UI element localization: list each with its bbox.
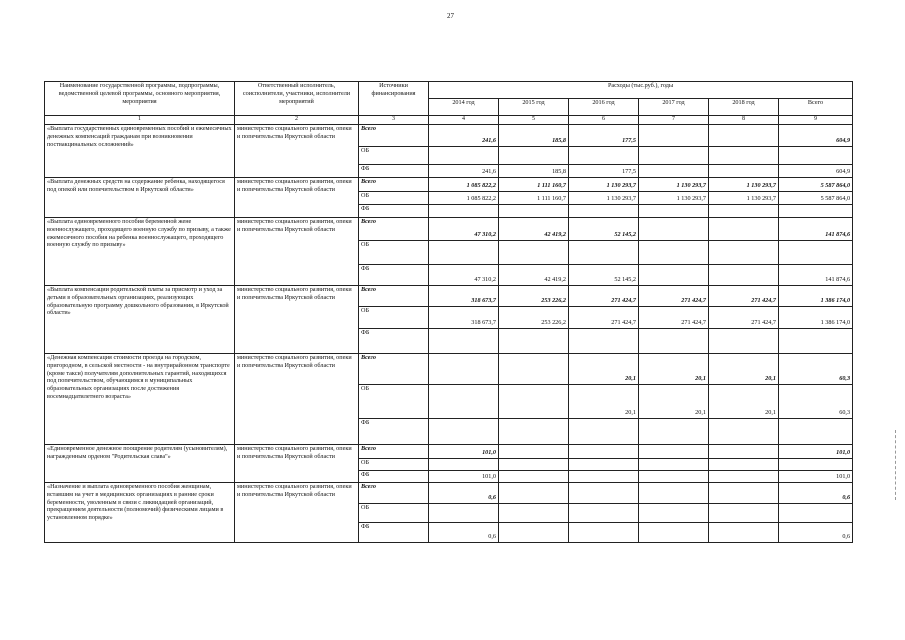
amount-cell	[779, 205, 853, 218]
amount-cell	[429, 385, 499, 419]
program-name: «Выплата государственных единовременных пособий и ежемесячных денежных компенсаций гражданам при возникновении поствакцинальных осложнений»	[45, 125, 235, 178]
amount-cell	[779, 459, 853, 471]
amount-cell: 318 673,7	[429, 286, 499, 307]
table-row	[45, 178, 853, 192]
amount-cell	[709, 471, 779, 483]
amount-cell: 271 424,7	[709, 286, 779, 307]
amount-cell: 60,3	[779, 385, 853, 419]
amount-cell: 101,0	[429, 445, 499, 459]
amount-cell: 1 130 293,7	[709, 192, 779, 205]
amount-cell: 604,9	[779, 125, 853, 147]
table-row	[45, 125, 853, 147]
funding-source: ОБ	[359, 192, 429, 205]
program-name: «Выплата денежных средств на содержание ребенка, находящегося под опекой или попечительством в Иркутской области»	[45, 178, 235, 218]
amount-cell: 0,6	[779, 523, 853, 543]
amount-cell: 42 419,2	[499, 265, 569, 286]
funding-source: ОБ	[359, 504, 429, 523]
column-number: 8	[709, 116, 779, 125]
amount-cell: 20,1	[639, 385, 709, 419]
amount-cell: 1 111 160,7	[499, 178, 569, 192]
amount-cell	[429, 419, 499, 445]
executor: министерство социального развития, опеки и попечительства Иркутской области	[235, 483, 359, 543]
amount-cell	[709, 125, 779, 147]
amount-cell	[709, 147, 779, 165]
amount-cell	[499, 459, 569, 471]
funding-source: ФБ	[359, 471, 429, 483]
header-name: Наименование государственной программы, подпрограммы, ведомственной целевой программы, основного мероприятия, мероприятия	[45, 82, 235, 116]
amount-cell: 0,6	[429, 523, 499, 543]
amount-cell	[709, 483, 779, 504]
column-number: 2	[235, 116, 359, 125]
amount-cell	[569, 241, 639, 265]
funding-source: ОБ	[359, 459, 429, 471]
amount-cell	[709, 523, 779, 543]
amount-cell	[779, 241, 853, 265]
amount-cell	[499, 523, 569, 543]
executor: министерство социального развития, опеки и попечительства Иркутской области	[235, 354, 359, 445]
amount-cell	[639, 165, 709, 178]
column-number: 6	[569, 116, 639, 125]
amount-cell	[569, 471, 639, 483]
amount-cell	[709, 241, 779, 265]
amount-cell: 1 130 293,7	[569, 178, 639, 192]
amount-cell	[779, 147, 853, 165]
program-name: «Денежная компенсация стоимости проезда на городском, пригородном, в сельской местности - на внутрирайонном транспорте (кроме такси) получателям дополнительных гарантий, находящихся под попечительством, обучающимся в муниципальных образовательных организациях после достижения восемнадцатилетнего возраста»	[45, 354, 235, 445]
funding-source: Всего	[359, 125, 429, 147]
program-name: «Единовременное денежное поощрение родителям (усыновителям), награжденным орденом "Родительская слава"»	[45, 445, 235, 483]
executor: министерство социального развития, опеки и попечительства Иркутской области	[235, 445, 359, 483]
amount-cell	[429, 459, 499, 471]
amount-cell: 1 130 293,7	[639, 192, 709, 205]
amount-cell	[569, 523, 639, 543]
amount-cell	[429, 504, 499, 523]
amount-cell: 101,0	[779, 445, 853, 459]
amount-cell	[499, 329, 569, 354]
amount-cell	[499, 504, 569, 523]
amount-cell	[639, 504, 709, 523]
header-total: Всего	[779, 99, 853, 116]
amount-cell	[429, 205, 499, 218]
amount-cell	[569, 504, 639, 523]
amount-cell: 20,1	[709, 385, 779, 419]
amount-cell	[709, 504, 779, 523]
amount-cell	[429, 354, 499, 385]
amount-cell: 271 424,7	[639, 286, 709, 307]
amount-cell: 52 145,2	[569, 265, 639, 286]
amount-cell: 1 130 293,7	[569, 192, 639, 205]
amount-cell: 185,8	[499, 165, 569, 178]
amount-cell: 318 673,7	[429, 307, 499, 329]
table-row	[45, 445, 853, 459]
amount-cell	[499, 483, 569, 504]
column-number: 1	[45, 116, 235, 125]
amount-cell	[569, 483, 639, 504]
amount-cell	[709, 419, 779, 445]
amount-cell: 20,1	[569, 385, 639, 419]
amount-cell	[429, 329, 499, 354]
amount-cell: 1 130 293,7	[639, 178, 709, 192]
amount-cell	[639, 265, 709, 286]
amount-cell: 1 130 293,7	[709, 178, 779, 192]
amount-cell	[709, 445, 779, 459]
amount-cell: 271 424,7	[569, 307, 639, 329]
amount-cell	[709, 459, 779, 471]
amount-cell	[569, 445, 639, 459]
amount-cell: 141 874,6	[779, 218, 853, 241]
amount-cell: 271 424,7	[569, 286, 639, 307]
table-row	[45, 286, 853, 307]
funding-source: ФБ	[359, 419, 429, 445]
amount-cell	[639, 471, 709, 483]
funding-source: Всего	[359, 445, 429, 459]
amount-cell	[639, 445, 709, 459]
amount-cell: 52 145,2	[569, 218, 639, 241]
header-exec: Ответственный исполнитель, соисполнители, участники, исполнители мероприятий	[235, 82, 359, 116]
scan-edge-mark	[895, 430, 896, 500]
amount-cell	[639, 241, 709, 265]
funding-source: Всего	[359, 483, 429, 504]
amount-cell: 1 386 174,0	[779, 307, 853, 329]
amount-cell	[709, 165, 779, 178]
amount-cell: 20,1	[639, 354, 709, 385]
amount-cell: 1 386 174,0	[779, 286, 853, 307]
column-number: 4	[429, 116, 499, 125]
amount-cell: 0,6	[429, 483, 499, 504]
executor: министерство социального развития, опеки и попечительства Иркутской области	[235, 125, 359, 178]
header-year: 2014 год	[429, 99, 499, 116]
table-row	[45, 218, 853, 241]
amount-cell	[639, 125, 709, 147]
header-year: 2015 год	[499, 99, 569, 116]
amount-cell: 47 310,2	[429, 265, 499, 286]
funding-source: Всего	[359, 286, 429, 307]
funding-source: ОБ	[359, 147, 429, 165]
funding-source: ОБ	[359, 307, 429, 329]
amount-cell: 241,6	[429, 125, 499, 147]
header-year: 2016 год	[569, 99, 639, 116]
amount-cell: 177,5	[569, 165, 639, 178]
amount-cell: 60,3	[779, 354, 853, 385]
amount-cell: 101,0	[779, 471, 853, 483]
program-name: «Выплата единовременного пособия беременной жене военнослужащего, проходящего военную службу по призыву, а также ежемесячного пособия на ребенка военнослужащего, проходящего военную службу по призыву»	[45, 218, 235, 286]
amount-cell: 241,6	[429, 165, 499, 178]
amount-cell	[639, 218, 709, 241]
amount-cell	[639, 523, 709, 543]
page-number: 27	[447, 12, 454, 20]
amount-cell: 185,8	[499, 125, 569, 147]
amount-cell	[429, 241, 499, 265]
amount-cell: 253 226,2	[499, 286, 569, 307]
executor: министерство социального развития, опеки и попечительства Иркутской области	[235, 178, 359, 218]
amount-cell: 271 424,7	[709, 307, 779, 329]
amount-cell	[779, 419, 853, 445]
amount-cell	[499, 354, 569, 385]
column-number: 7	[639, 116, 709, 125]
amount-cell: 42 419,2	[499, 218, 569, 241]
amount-cell	[709, 265, 779, 286]
program-name: «Назначение и выплата единовременного пособия женщинам, вставшим на учет в медицинских организациях в ранние сроки беременности, уволенным в связи с ликвидацией организаций, прекращением деятельности (полномочий) физическими лицами в установленном порядке»	[45, 483, 235, 543]
amount-cell	[639, 459, 709, 471]
funding-source: ФБ	[359, 165, 429, 178]
table-row	[45, 483, 853, 504]
executor: министерство социального развития, опеки и попечительства Иркутской области	[235, 218, 359, 286]
amount-cell: 101,0	[429, 471, 499, 483]
amount-cell	[569, 147, 639, 165]
amount-cell: 177,5	[569, 125, 639, 147]
column-number: 3	[359, 116, 429, 125]
amount-cell: 1 085 822,2	[429, 192, 499, 205]
funding-source: Всего	[359, 178, 429, 192]
amount-cell	[569, 205, 639, 218]
amount-cell: 20,1	[569, 354, 639, 385]
header-source: Источники финансирования	[359, 82, 429, 116]
funding-source: ОБ	[359, 241, 429, 265]
amount-cell: 604,9	[779, 165, 853, 178]
header-year: 2017 год	[639, 99, 709, 116]
amount-cell: 5 587 864,0	[779, 192, 853, 205]
funding-source: ФБ	[359, 205, 429, 218]
column-number: 9	[779, 116, 853, 125]
funding-source: ФБ	[359, 265, 429, 286]
header-year: 2018 год	[709, 99, 779, 116]
amount-cell	[639, 419, 709, 445]
amount-cell: 47 310,2	[429, 218, 499, 241]
funding-source: ФБ	[359, 523, 429, 543]
amount-cell	[569, 459, 639, 471]
amount-cell	[499, 445, 569, 459]
amount-cell	[569, 329, 639, 354]
executor: министерство социального развития, опеки и попечительства Иркутской области	[235, 286, 359, 354]
amount-cell	[499, 385, 569, 419]
amount-cell	[499, 241, 569, 265]
amount-cell	[639, 205, 709, 218]
amount-cell	[709, 205, 779, 218]
amount-cell: 5 587 864,0	[779, 178, 853, 192]
amount-cell	[709, 218, 779, 241]
amount-cell	[499, 419, 569, 445]
amount-cell	[779, 504, 853, 523]
amount-cell	[499, 471, 569, 483]
table-row	[45, 354, 853, 385]
column-number: 5	[499, 116, 569, 125]
amount-cell	[639, 147, 709, 165]
amount-cell	[779, 329, 853, 354]
amount-cell	[639, 483, 709, 504]
amount-cell	[709, 329, 779, 354]
funding-source: Всего	[359, 218, 429, 241]
funding-source: ОБ	[359, 385, 429, 419]
funding-source: Всего	[359, 354, 429, 385]
amount-cell: 141 874,6	[779, 265, 853, 286]
amount-cell: 0,6	[779, 483, 853, 504]
amount-cell: 1 111 160,7	[499, 192, 569, 205]
program-name: «Выплата компенсации родительской платы за присмотр и уход за детьми в образовательных организациях, реализующих образовательную программу дошкольного образования, в Иркутской области»	[45, 286, 235, 354]
expenditure-table	[44, 81, 853, 543]
amount-cell	[429, 147, 499, 165]
amount-cell	[569, 419, 639, 445]
amount-cell: 1 085 822,2	[429, 178, 499, 192]
amount-cell: 253 226,2	[499, 307, 569, 329]
amount-cell	[639, 329, 709, 354]
funding-source: ФБ	[359, 329, 429, 354]
amount-cell: 20,1	[709, 354, 779, 385]
header-expenses: Расходы (тыс.руб.), годы	[429, 82, 853, 99]
amount-cell: 271 424,7	[639, 307, 709, 329]
amount-cell	[499, 205, 569, 218]
amount-cell	[499, 147, 569, 165]
